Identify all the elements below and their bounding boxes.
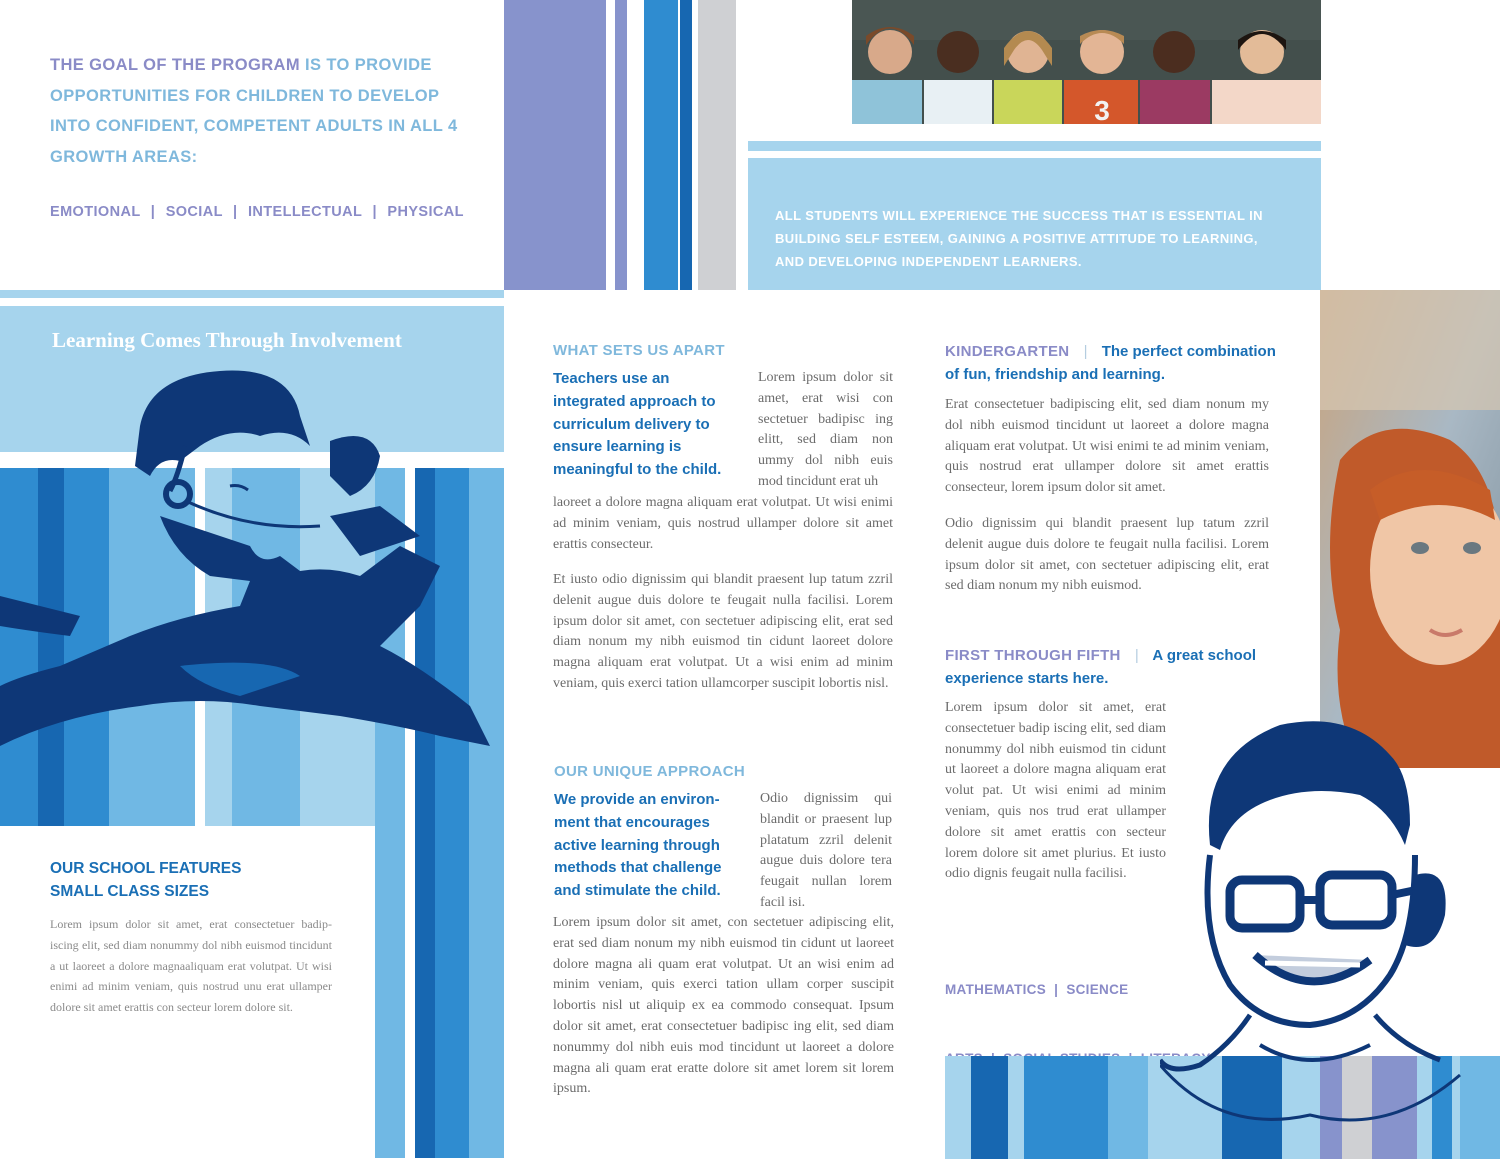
banner-top-strip [748,141,1321,151]
unique-side-text: Odio dignissim qui blandit or praesent lup platatum zzril delenit augue duis dolore tera feugait nullan lorem facil isi. [760,791,892,910]
first-fifth-header [945,644,1305,690]
divider-line-left [0,290,504,298]
svg-text:3: 3 [1094,95,1110,124]
children-group-photo [852,0,1321,124]
success-banner-text: ALL STUDENTS WILL EXPERIENCE THE SUCCESS THAT IS ESSENTIAL IN BUILDING SELF ESTEEM, GAINING A POSITIVE ATTITUDE TO LEARNING, AND DEVELOPING INDEPENDENT LEARNERS. [775,208,1263,269]
growth-area-intellectual: INTELLECTUAL [247,204,363,220]
first-fifth-tagline-1: A great school [1152,647,1257,664]
features-heading [50,858,350,903]
apart-para2: Et iusto odio dignissim qui blandit praesent lup tatum zzril delenit augue duis dolore te feugait nulla facilisi. Lorem ipsum dolor sit amet, con sectetuer adipiscing elit, erat sed diam nonum my nibh euismod tin cidunt laoreet dolore magna aliquam erat volutpat. Ut a wisi enim ad minim veniam, quis exerci tation ullamcorper suscipit lobortis nisl. [553,572,893,691]
apart-cont-text: laoreet a dolore magna aliquam erat volutpat. Ut wisi enimi ad minim veniam, quis nostrud ullamper dolore sit amet erattis consecteur. [553,495,893,552]
features-heading-line2: SMALL CLASS SIZES [50,882,210,900]
features-heading-line1: OUR SCHOOL FEATURES [50,860,242,877]
apart-lead: Teachers use an integrated approach to curriculum delivery to ensure learning is meaningful to the child. [553,370,722,479]
first-fifth-tagline-2: experience starts here. [945,670,1109,687]
kindergarten-tagline-2: of fun, friendship and learning. [945,366,1165,383]
goal-highlight: THE GOAL OF THE PROGRAM [50,56,300,74]
growth-areas: EMOTIONAL | SOCIAL | INTELLECTUAL | PHYSICAL [50,204,464,220]
goal-rest: IS TO PROVIDE OPPORTUNITIES FOR CHILDREN TO DEVELOP INTO CONFIDENT, COMPETENT ADULTS IN ALL 4 GROWTH AREAS: [50,56,458,166]
student-headset-illustration [0,366,500,806]
kindergarten-para1: Erat consectetuer badipiscing elit, sed diam nonum my dol nibh euismod tincidunt ut laoreet a dolore magna aliquam erat volutpat. Ut wisi enimi te ad minim veniam, quis nostrud erat ullamper dolore sit amet erattis consecteur, lorem ipsum dolor sit amet. [945,397,1269,496]
kindergarten-separator: | [1083,343,1088,360]
success-banner [748,158,1321,290]
first-fifth-body: Lorem ipsum dolor sit amet, erat consectetuer badip iscing elit, sed diam nonummy dol nibh euismod tin cidunt ut laoreet a dolore magna aliquam erat volut pat. Ut wisi enimi ad minim veniam, quis nos trud erat ullamper dolore sit amet erattis con secteur lorem dolore sit amet plurius. Et iusto odio dignis feugait nulla facilisi. [945,700,1166,882]
kindergarten-header [945,340,1305,386]
left-panel-title: Learning Comes Through Involvement [52,328,402,352]
growth-area-emotional: EMOTIONAL [50,204,141,220]
features-body: Lorem ipsum dolor sit amet, erat consectetuer badip-iscing elit, sed diam nonummy dol nibh euismod tincidunt a ut laoreet a dolore magnaaliquam erat volutpat. Ut wisi enimi ad minim veniam, quis nostrud unu erat ullamper dolore sit amet erattis con secteur lorem dolore sit. [50,917,332,1015]
goal-statement [50,50,460,172]
kindergarten-tagline-1: The perfect combination [1101,343,1276,360]
growth-area-physical: PHYSICAL [387,204,464,220]
growth-area-social: SOCIAL [165,204,223,220]
first-fifth-separator: | [1134,647,1139,664]
unique-cont-text: Lorem ipsum dolor sit amet, con sectetuer adipiscing elit, erat sed diam nonum my nibh euismod tin cidunt ut laoreet dolore magna ali quam erat volutpat. Ut an wisi enim ad minim veniam, quis exerci tation ullam corper suscipit lobortis nisl ut aliquip ex ea commodo consequat. Ipsum dolor sit amet, erat consectetuer badipisc ing elit, sed diam nonummy dol nibh euis mod tincidunt ut laoreet a dolore magna ali quam erat eratte dolore sit amet lorem sit lorem ipsum. [553,915,894,1097]
unique-lead: We provide an environ-ment that encourages active learning through methods that challenge and stimulate the child. [554,791,722,900]
kindergarten-heading: KINDERGARTEN [945,343,1070,360]
girl-looking-up-photo [1320,290,1500,768]
apart-side-text: Lorem ipsum dolor sit amet, erat wisi con sectetuer badipisc ing elitt, sed diam non ummy dol nibh euis mod tincidunt erat uh [758,370,893,489]
boy-with-glasses-illustration [1160,715,1500,1159]
first-fifth-heading: FIRST THROUGH FIFTH [945,647,1121,664]
subjects-line-1: MATHEMATICS | SCIENCE [945,982,1129,997]
kindergarten-para2: Odio dignissim qui blandit praesent lup tatum zzril delenit augue duis dolore te feugait nulla facilisi. Lorem ipsum dolor sit amet, con sectetuer adipiscing elit, erat sed diam nonum my nibh euismod. [945,516,1269,594]
apart-heading: WHAT SETS US APART [553,342,725,359]
unique-heading: OUR UNIQUE APPROACH [554,763,745,780]
